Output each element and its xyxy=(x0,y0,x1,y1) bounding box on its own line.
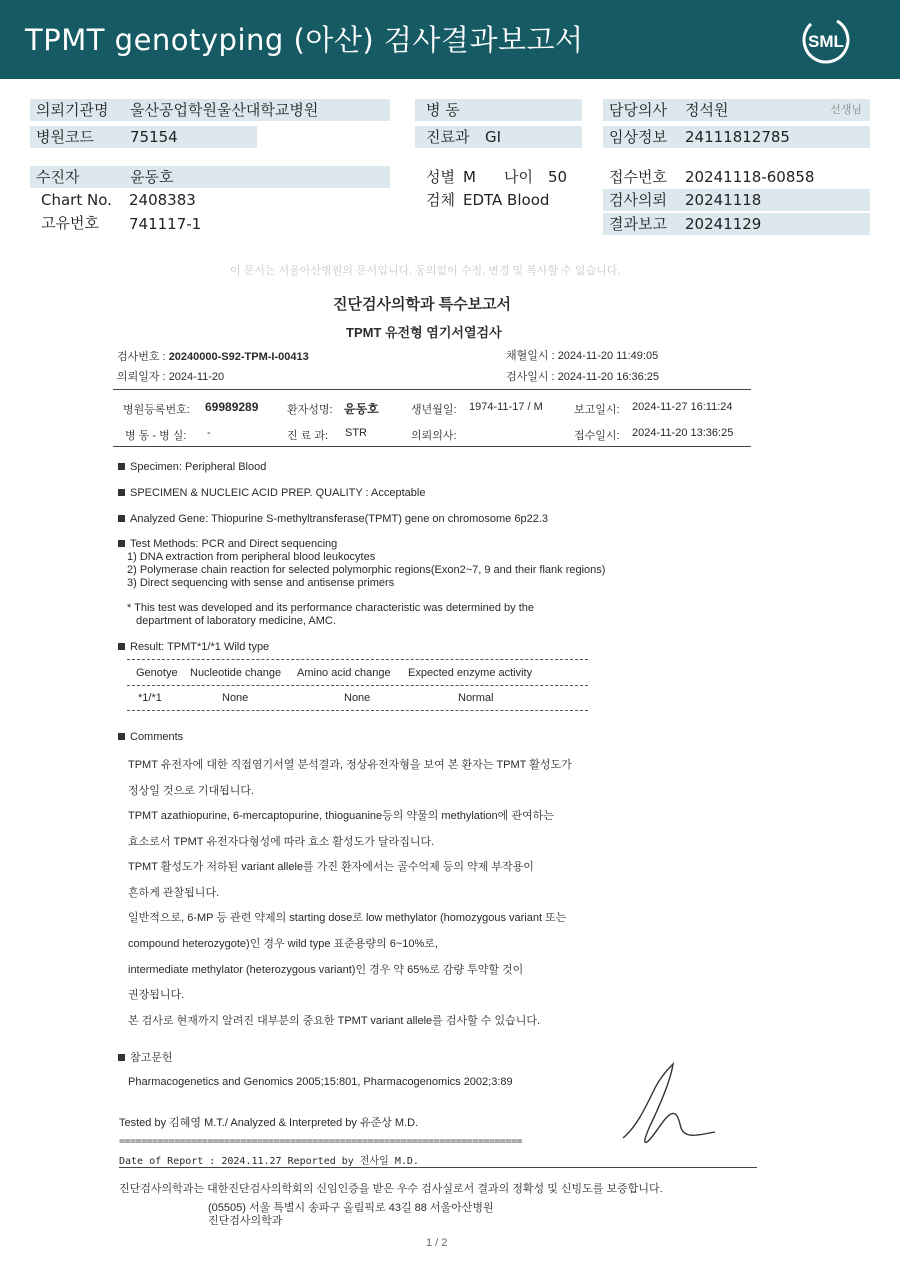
patient-name-label: 환자성명: xyxy=(287,404,333,416)
certification-text: 진단검사의학과는 대한진단검사의학회의 신임인증을 받은 우수 검사실로서 결과의 정확성 및 신빙도를 보증합니다. xyxy=(119,1183,663,1195)
page-title: TPMT genotyping (아산) 검사결과보고서 xyxy=(25,23,584,57)
chart-value: 2408383 xyxy=(129,191,196,209)
specimen-text: Specimen: Peripheral Blood xyxy=(130,461,267,473)
clinical-row xyxy=(603,126,870,148)
ward-room-value: - xyxy=(207,427,211,439)
doctor-row xyxy=(603,99,870,121)
test-time xyxy=(506,368,659,384)
bullet-icon xyxy=(118,489,125,496)
methods-title: Test Methods: PCR and Direct sequencing xyxy=(130,538,338,550)
address-line-2: 진단검사의학과 xyxy=(208,1215,283,1227)
test-time-value: 2024-11-20 16:36:25 xyxy=(557,371,660,383)
patient-name-value: 윤동호 xyxy=(344,402,379,416)
reg-no-label: 병원등록번호: xyxy=(123,404,190,416)
test-number-label: 검사번호 : xyxy=(117,351,166,363)
sex-label: 성별 xyxy=(426,168,455,186)
age-label: 나이 xyxy=(504,168,533,186)
report-date-label: 결과보고 xyxy=(609,215,667,233)
collected-time-value: 2024-11-20 11:49:05 xyxy=(557,350,659,362)
birth-label: 생년월일: xyxy=(411,404,457,416)
table-header-nucleotide: Nucleotide change xyxy=(190,667,282,679)
institution-row xyxy=(30,99,390,121)
comment-line: TPMT 유전자에 대한 직접염기서열 분석결과, 정상유전자형을 보여 본 환자는 TPMT 활성도가 xyxy=(128,759,572,771)
patient-row xyxy=(30,166,390,188)
department-label: 진료과 xyxy=(426,128,470,146)
clinical-label: 임상정보 xyxy=(609,128,667,146)
clinical-value: 24111812785 xyxy=(685,128,790,146)
reg-no-value: 69989289 xyxy=(205,400,259,414)
comment-line: 효소로서 TPMT 유전자다형성에 따라 효소 활성도가 달라집니다. xyxy=(128,836,435,848)
doctor-value: 정석원 xyxy=(685,101,729,119)
result-line xyxy=(118,641,269,653)
req-doctor-label: 의뢰의사: xyxy=(411,430,457,442)
hospital-code-row xyxy=(30,126,257,148)
receipt-time-value: 2024-11-20 13:36:25 xyxy=(632,427,734,439)
comment-line: intermediate methylator (heterozygous variant)인 경우 약 65%로 감량 투약할 것이 xyxy=(128,964,524,976)
signature-icon xyxy=(615,1058,725,1148)
request-date-value: 2024-11-20 xyxy=(168,371,225,383)
comment-line: 본 검사로 현재까지 알려진 대부분의 중요한 TPMT variant allele를 검사할 수 있습니다. xyxy=(128,1015,541,1027)
note-line-1: * This test was developed and its performance characteristic was determined by the xyxy=(127,602,534,614)
id-label: 고유번호 xyxy=(41,214,99,232)
gene-text: Analyzed Gene: Thiopurine S-methyltransferase(TPMT) gene on chromosome 6p22.3 xyxy=(130,513,549,525)
patient-box-top xyxy=(113,389,751,390)
table-header-genotype: Genotye xyxy=(136,667,178,679)
comments-title: Comments xyxy=(130,731,184,743)
quality-text: SPECIMEN & NUCLEIC ACID PREP. QUALITY : Acceptable xyxy=(130,487,426,499)
institution-value: 울산공업학원울산대학교병원 xyxy=(130,101,319,119)
note-line-2: department of laboratory medicine, AMC. xyxy=(136,615,336,627)
methods-line xyxy=(118,538,337,550)
footer-rule xyxy=(119,1167,757,1168)
age-value: 50 xyxy=(548,168,568,186)
date-of-report: Date of Report : 2024.11.27 Reported by 전사일 M.D. xyxy=(119,1156,419,1167)
table-cell-genotype: *1/*1 xyxy=(138,692,162,704)
reference-heading xyxy=(118,1049,173,1065)
ward-row xyxy=(415,99,582,121)
table-top-rule xyxy=(127,659,588,660)
request-value: 20241118 xyxy=(685,191,762,209)
method-item: 3) Direct sequencing with sense and antisense primers xyxy=(127,577,395,589)
comment-line: TPMT azathiopurine, 6-mercaptopurine, thioguanine등의 약물의 methylation에 관여하는 xyxy=(128,810,554,822)
patient-box-bottom xyxy=(113,446,751,447)
comment-line: 권장됩니다. xyxy=(128,989,185,1001)
institution-label: 의뢰기관명 xyxy=(36,101,109,119)
address-line-1: (05505) 서울 특별시 송파구 올림픽로 43길 88 서울아산병원 xyxy=(208,1202,494,1214)
dept-label: 진 료 과: xyxy=(287,430,329,442)
report-subtitle: TPMT 유전형 염기서열검사 xyxy=(346,325,502,340)
tested-by: Tested by 김혜영 M.T./ Analyzed & Interpreted by 유준상 M.D. xyxy=(119,1117,419,1129)
bullet-icon xyxy=(118,643,125,650)
hospital-code-value: 75154 xyxy=(130,128,178,146)
collected-time xyxy=(506,347,658,363)
comment-line: compound heterozygote)인 경우 wild type 표준용량의 6~10%로, xyxy=(128,938,438,950)
reference-text: Pharmacogenetics and Genomics 2005;15:801, Pharmacogenomics 2002;3:89 xyxy=(128,1076,513,1088)
bullet-icon xyxy=(118,733,125,740)
comment-line: 정상일 것으로 기대됩니다. xyxy=(128,785,255,797)
method-item: 2) Polymerase chain reaction for selected polymorphic regions(Exon2~7, 9 and their flank regions) xyxy=(127,564,606,576)
result-text: Result: TPMT*1/*1 Wild type xyxy=(130,641,270,653)
test-number xyxy=(117,348,309,364)
chart-label: Chart No. xyxy=(41,191,112,209)
report-date-value: 20241129 xyxy=(685,215,762,233)
test-time-label: 검사일시 : xyxy=(506,371,555,383)
comments-line xyxy=(118,731,183,743)
birth-value: 1974-11-17 / M xyxy=(469,401,543,413)
report-title: 진단검사의학과 특수보고서 xyxy=(333,296,512,313)
watermark-text: 이 문서는 서울아산병원의 문서입니다. 동의없이 수정, 변경 및 복사할 수 없습니다. xyxy=(230,265,621,277)
sex-value: M xyxy=(463,168,476,186)
table-header-amino: Amino acid change xyxy=(297,667,391,679)
table-header-activity: Expected enzyme activity xyxy=(408,667,533,679)
sml-logo xyxy=(800,14,852,66)
bullet-icon xyxy=(118,463,125,470)
equals-rule: ========================================================================= xyxy=(119,1136,522,1147)
comment-line: TPMT 활성도가 저하된 variant allele를 가진 환자에서는 골수억제 등의 약제 부작용이 xyxy=(128,861,534,873)
specimen-label: 검체 xyxy=(426,191,455,209)
ward-room-label: 병 동 - 병 실: xyxy=(125,430,187,442)
bullet-icon xyxy=(118,1054,125,1061)
comment-line: 흔하게 관찰됩니다. xyxy=(128,887,220,899)
receipt-time-label: 접수일시: xyxy=(574,430,620,442)
test-number-value: 20240000-S92-TPM-I-00413 xyxy=(168,351,309,363)
id-value: 741117-1 xyxy=(129,215,202,233)
dept-value: STR xyxy=(345,427,367,439)
table-bottom-rule xyxy=(127,710,588,711)
table-mid-rule xyxy=(127,685,588,686)
page-number: 1 / 2 xyxy=(426,1237,448,1249)
request-date-label: 의뢰일자 : xyxy=(117,371,166,383)
table-cell-activity: Normal xyxy=(458,692,494,704)
doctor-label: 담당의사 xyxy=(609,101,667,119)
specimen-line xyxy=(118,461,266,473)
request-label: 검사의뢰 xyxy=(609,191,667,209)
report-time-label: 보고일시: xyxy=(574,404,620,416)
receipt-label: 접수번호 xyxy=(609,168,667,186)
ward-label: 병 동 xyxy=(426,101,460,119)
logo-text: SML xyxy=(808,32,844,51)
collected-time-label: 채혈일시 : xyxy=(506,350,555,362)
method-item: 1) DNA extraction from peripheral blood leukocytes xyxy=(127,551,376,563)
department-value: GI xyxy=(485,128,502,146)
gene-line xyxy=(118,513,548,525)
doctor-suffix: 선생님 xyxy=(830,103,862,116)
bullet-icon xyxy=(118,515,125,522)
request-date xyxy=(117,368,224,384)
patient-value: 윤동호 xyxy=(130,168,174,186)
receipt-value: 20241118-60858 xyxy=(685,168,815,186)
table-cell-nucleotide: None xyxy=(222,692,249,704)
report-date-row xyxy=(603,213,870,235)
specimen-value: EDTA Blood xyxy=(463,191,550,209)
quality-line xyxy=(118,487,425,499)
report-time-value: 2024-11-27 16:11:24 xyxy=(632,401,733,413)
reference-title: 참고문헌 xyxy=(130,1052,173,1064)
patient-label: 수진자 xyxy=(36,168,80,186)
hospital-code-label: 병원코드 xyxy=(36,128,94,146)
bullet-icon xyxy=(118,540,125,547)
request-row xyxy=(603,189,870,211)
comment-line: 일반적으로, 6-MP 등 관련 약제의 starting dose로 low methylator (homozygous variant 또는 xyxy=(128,912,567,924)
department-row xyxy=(415,126,582,148)
table-cell-amino: None xyxy=(344,692,371,704)
